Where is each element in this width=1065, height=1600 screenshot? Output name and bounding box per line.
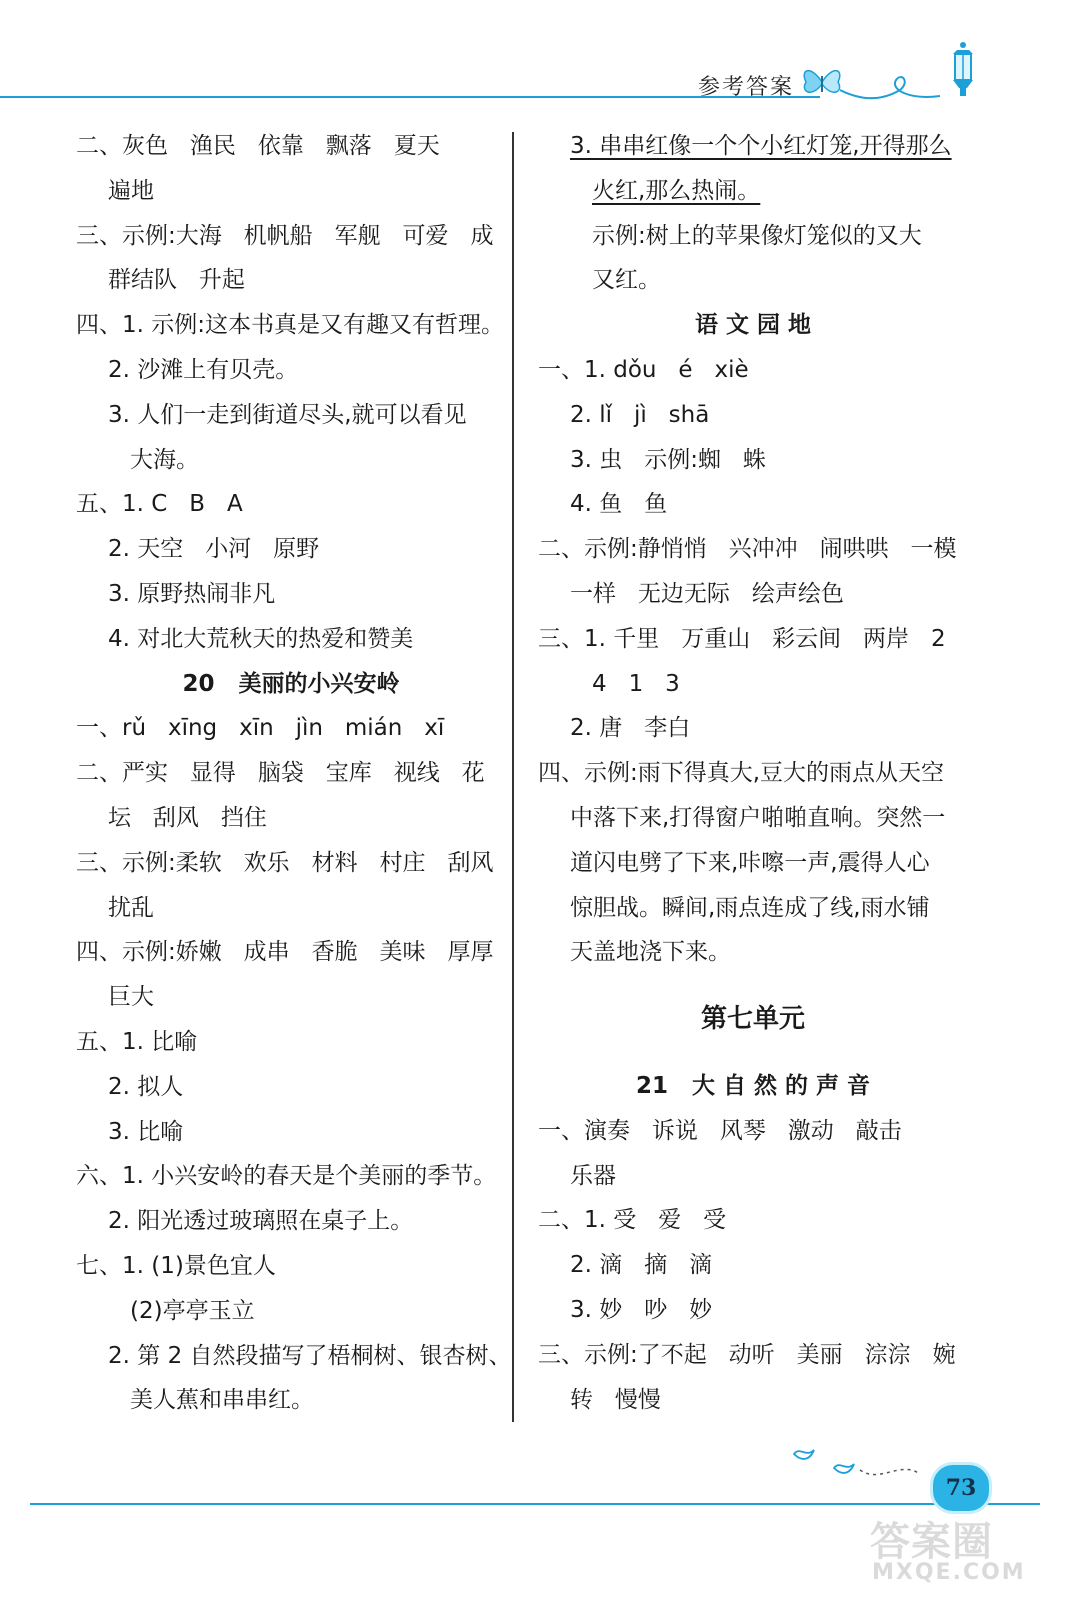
answer-line: 美人蕉和串串红。	[130, 1387, 314, 1414]
spacer	[538, 975, 968, 997]
answer-line: 四、示例:雨下得真大,豆大的雨点从天空	[538, 760, 945, 787]
answer-line: 六、1. 小兴安岭的春天是个美丽的季节。	[76, 1163, 497, 1190]
unit-heading: 第七单元	[700, 1004, 805, 1035]
answer-line: (2)亭亭玉立	[130, 1297, 255, 1324]
answer-line: 2. 沙滩上有贝壳。	[108, 356, 299, 383]
answer-line: 二、1. 受 爱 受	[538, 1207, 727, 1234]
answer-line: 二、示例:静悄悄 兴冲冲 闹哄哄 一模	[538, 536, 957, 563]
answer-line: 五、1. C B A	[76, 491, 243, 518]
answer-line: 火红,那么热闹。	[592, 177, 761, 204]
header-title: 参考答案	[698, 75, 795, 100]
answer-line: 2. 拟人	[108, 1073, 184, 1100]
lesson-heading: 20 美丽的小兴安岭	[182, 670, 400, 697]
answer-line: 群结队 升起	[108, 267, 245, 294]
answer-line: 惊胆战。瞬间,雨点连成了线,雨水铺	[570, 894, 930, 921]
answer-line: 一、1. dǒu é xiè	[538, 356, 749, 383]
answer-line: 又红。	[592, 267, 661, 294]
answer-line: 一、rǔ xīng xīn jìn mián xī	[76, 715, 445, 742]
right-column	[538, 124, 968, 1422]
lantern-icon	[945, 40, 981, 100]
answer-line: 巨大	[108, 984, 154, 1011]
answer-line: 三、示例:了不起 动听 美丽 淙淙 婉	[538, 1341, 956, 1368]
answer-line: 3. 原野热闹非凡	[108, 580, 276, 607]
answer-line: 五、1. 比喻	[76, 1028, 198, 1055]
answer-line: 三、1. 千里 万重山 彩云间 两岸 2	[538, 625, 946, 652]
answer-line: 三、示例:柔软 欢乐 材料 村庄 刮风	[76, 849, 494, 876]
answer-line: 2. lǐ jì shā	[570, 401, 710, 428]
answer-line: 四、示例:娇嫩 成串 香脆 美味 厚厚	[76, 939, 494, 966]
answer-line: 天盖地浇下来。	[570, 939, 731, 966]
answer-line: 七、1. (1)景色宜人	[76, 1252, 276, 1279]
watermark-url: MXQE.COM	[872, 1560, 1026, 1585]
answer-line: 坛 刮风 挡住	[108, 804, 267, 831]
answer-line: 3. 串串红像一个个小红灯笼,开得那么	[570, 133, 952, 159]
answer-line: 扰乱	[108, 894, 154, 921]
swirl-decoration-icon	[840, 60, 950, 110]
answer-line: 4. 鱼 鱼	[570, 491, 668, 518]
answer-line: 3. 比喻	[108, 1118, 184, 1145]
answer-line: 2. 阳光透过玻璃照在桌子上。	[108, 1208, 414, 1235]
answer-line: 4 1 3	[592, 670, 680, 697]
column-divider	[512, 132, 514, 1422]
answer-line: 2. 第 2 自然段描写了梧桐树、银杏树、	[108, 1342, 512, 1369]
birds-decoration-icon	[790, 1440, 930, 1500]
answer-line: 乐器	[570, 1162, 616, 1189]
answer-line: 二、严实 显得 脑袋 宝库 视线 花	[76, 760, 485, 787]
answer-line: 二、灰色 渔民 依靠 飘落 夏天	[76, 133, 440, 159]
footer-rule	[30, 1503, 1040, 1505]
answer-line: 4. 对北大荒秋天的热爱和赞美	[108, 625, 414, 652]
answer-line: 中落下来,打得窗户啪啪直响。突然一	[570, 804, 946, 831]
answer-line: 2. 天空 小河 原野	[108, 536, 320, 563]
answer-line: 3. 虫 示例:蜘 蛛	[570, 446, 766, 473]
answer-line: 示例:树上的苹果像灯笼似的又大	[592, 222, 922, 249]
answer-line: 一、演奏 诉说 风琴 激动 敲击	[538, 1117, 902, 1144]
lesson-heading: 21 大 自 然 的 声 音	[635, 1072, 871, 1099]
answer-line: 3. 妙 吵 妙	[570, 1296, 713, 1323]
answer-line: 一样 无边无际 绘声绘色	[570, 580, 844, 607]
left-column	[76, 124, 512, 1423]
butterfly-icon	[800, 62, 844, 102]
answer-line: 道闪电劈了下来,咔嚓一声,震得人心	[570, 849, 930, 876]
answer-line: 四、1. 示例:这本书真是又有趣又有哲理。	[76, 312, 505, 339]
answer-line: 三、示例:大海 机帆船 军舰 可爱 成	[76, 222, 494, 249]
answer-line: 大海。	[130, 446, 199, 473]
answer-line: 2. 唐 李白	[570, 715, 691, 742]
answer-line: 3. 人们一走到街道尽头,就可以看见	[108, 401, 467, 428]
answer-line: 2. 滴 摘 滴	[570, 1252, 713, 1279]
answer-line: 转 慢慢	[570, 1386, 661, 1413]
watermark-logo: 答案圈	[870, 1519, 993, 1565]
answer-line: 遍地	[108, 177, 154, 204]
spacer	[538, 1042, 968, 1064]
page-number: 73	[930, 1462, 992, 1514]
section-heading: 语 文 园 地	[694, 312, 812, 339]
header-rule	[0, 96, 820, 98]
